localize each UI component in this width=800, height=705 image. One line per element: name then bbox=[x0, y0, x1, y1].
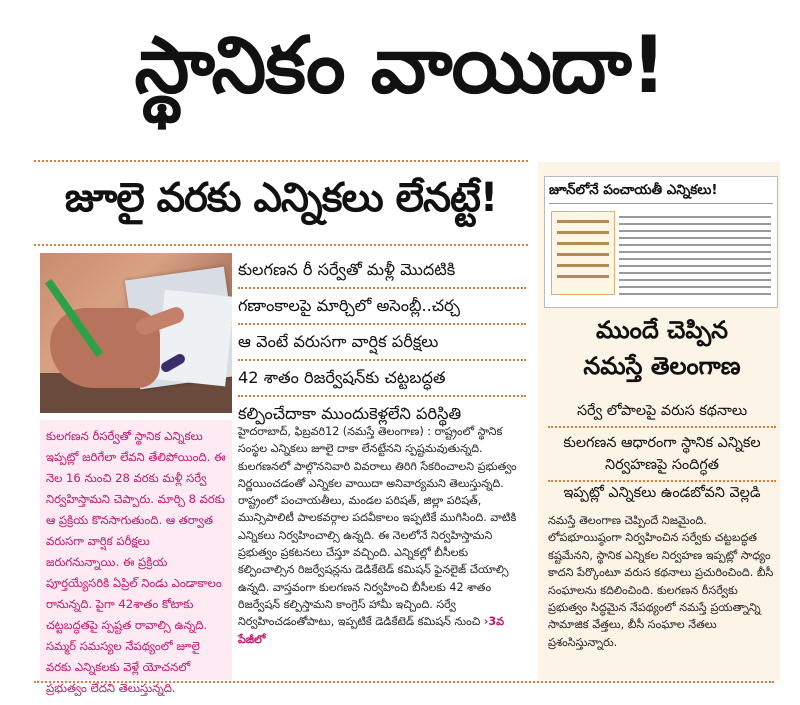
sidebar-title bbox=[548, 312, 776, 384]
deck-line: ఆ వెంటే వరుసగా వార్షిక పరీక్షలు bbox=[238, 325, 526, 361]
sidebar-deck: కులగణన ఆధారంగా స్థానిక ఎన్నికల bbox=[563, 435, 761, 451]
sidebar-body-text: నమస్తే తెలంగాణ చెప్పిందే నిజమైంది. లోపభూయిష్ఠంగా నిర్వహించిన సర్వేకు చట్టబద్ధత కష్టమేనని, స్థానిక ఎన్నికల నిర్వహణ ఇప్పట్లో సాధ్యం కాదని పేర్కొంటూ వరుస కథనాలు ప్రచురించింది. బీసీ సంఘాలను కదిలించింది. కులగణన రీసర్వేకు ప్రభుత్వం సిద్ధమైన నేపథ్యంలో నమస్తే ప్రయత్నాన్ని సామాజిక వేత్తలు, బీసీ సంఘాల నేతలు ప్రశంసిస్తున్నారు. bbox=[548, 514, 774, 649]
deck-line: కల్పించేదాకా ముందుకెళ్లలేని పరిస్థితి bbox=[238, 404, 462, 423]
continued-link[interactable]: 3వ పేజీలో bbox=[238, 615, 504, 646]
clip-highlight-box bbox=[551, 211, 615, 295]
body-text: హైదరాబాద్, ఫిబ్రవరి12 (నమస్తే తెలంగాణ) : రాష్ట్రంలో స్థానిక సంస్థల ఎన్నికలు జూలై దాకా లేనట్టేనని స్పష్టమవుతున్నది. కులగణనలో పాల్గొననివారి వివరాలు తిరిగి సేకరించాలని ప్రభుత్వం నిర్ణయించడంతో ఎన్నికల వాయిదా అనివార్యమని తెలుస్తున్నది. రాష్ట్రంలో పంచాయతీలు, మండల పరిషత్, జిల్లా పరిషత్, మున్సిపాలిటీ పాలకవర్గాల పదవీకాలం ఇప్పటికే ముగిసింది. వాటికి ఎన్నికలు నిర్వహించాల్సి ఉన్నది. ఈ నెలలోనే నిర్వహిస్తామని ప్రభుత్వం ప్రకటనలు చేస్తూ వచ్చింది. ఎన్నికల్లో బీసీలకు కల్పించాల్సిన రిజర్వేషన్లను డెడికేటెడ్ కమిషన్ ఫైనలైజ్ చేయాల్సి ఉన్నది. వాస్తవంగా కులగణన నిర్వహించి బీసీలకు 42 శాతం రిజర్వేషన్ కల్పిస్తామని కాంగ్రెస్ హామీ ఇచ్చింది. సర్వే నిర్వహించడంతోపాటు, ఇప్పటికే డెడికేటెడ్ కమిషన్ నుంచి bbox=[238, 425, 517, 629]
clip-text-lines bbox=[619, 211, 771, 301]
continued-arrow-icon: › bbox=[483, 615, 489, 629]
story-decks bbox=[238, 253, 526, 431]
deck-line: 42 శాతం రిజర్వేషన్‌కు చట్టబద్ధత bbox=[238, 361, 526, 397]
deck-line: కులగణన రీ సర్వేతో మళ్లీ మొదటికి bbox=[238, 253, 526, 289]
subheadline-band bbox=[34, 160, 528, 246]
sidebar-deck: సర్వే లోపాలపై వరుస కథనాలు bbox=[548, 396, 776, 428]
sidebar-title-line2: నమస్తే తెలంగాణ bbox=[583, 352, 741, 380]
bottom-divider bbox=[34, 681, 774, 685]
clip-title: జూన్‌లోనే పంచాయతీ ఎన్నికలు! bbox=[549, 179, 773, 204]
subheadline: జూలై వరకు ఎన్నికలు లేనట్టే! bbox=[64, 175, 498, 221]
sidebar-title-line1: ముందే చెప్పిన bbox=[595, 316, 728, 344]
sidebar-body bbox=[548, 512, 774, 651]
deck-line: గణాంకాలపై మార్చిలో అసెంబ్లీ..చర్చ bbox=[238, 289, 526, 325]
photo-caption-box bbox=[40, 420, 232, 695]
main-headline: స్థానికం వాయిదా! bbox=[134, 20, 666, 111]
story-body bbox=[238, 423, 526, 648]
sidebar-clipping-image bbox=[544, 176, 778, 308]
voting-photo bbox=[40, 253, 232, 413]
sidebar-deck: ఇప్పట్లో ఎన్నికలు ఉండబోవని వెల్లడి bbox=[563, 485, 761, 501]
sidebar-deck: నిర్వహణపై సందిగ్ధత bbox=[548, 450, 776, 482]
photo-caption: కులగణన రీసర్వేతో స్థానిక ఎన్నికలు ఇప్పట్లో జరిగేలా లేవని తేలిపోయింది. ఈ నెల 16 నుంచి 28 వరకు మళ్లీ సర్వే నిర్వహిస్తామని చెప్పారు. మార్చి 8 వరకు ఆ ప్రక్రియ కొనసాగుతుంది. ఆ తర్వాత వరుసగా వార్షిక పరీక్షలు జరుగనున్నాయి. ఈ ప్రక్రియ పూర్తయ్యేసరికి ఏప్రిల్ నిండు ఎండాకాలం రానున్నది. పైగా 42శాతం కోటాకు చట్టబద్ధతపై స్పష్టత రావాల్సి ఉన్నది. సమ్మర్ సమస్యల నేపథ్యంలో జూలై వరకు ఎన్నికలకు వెళ్లే యోచనలో ప్రభుత్వం లేదని తెలుస్తున్నది. bbox=[46, 429, 226, 695]
